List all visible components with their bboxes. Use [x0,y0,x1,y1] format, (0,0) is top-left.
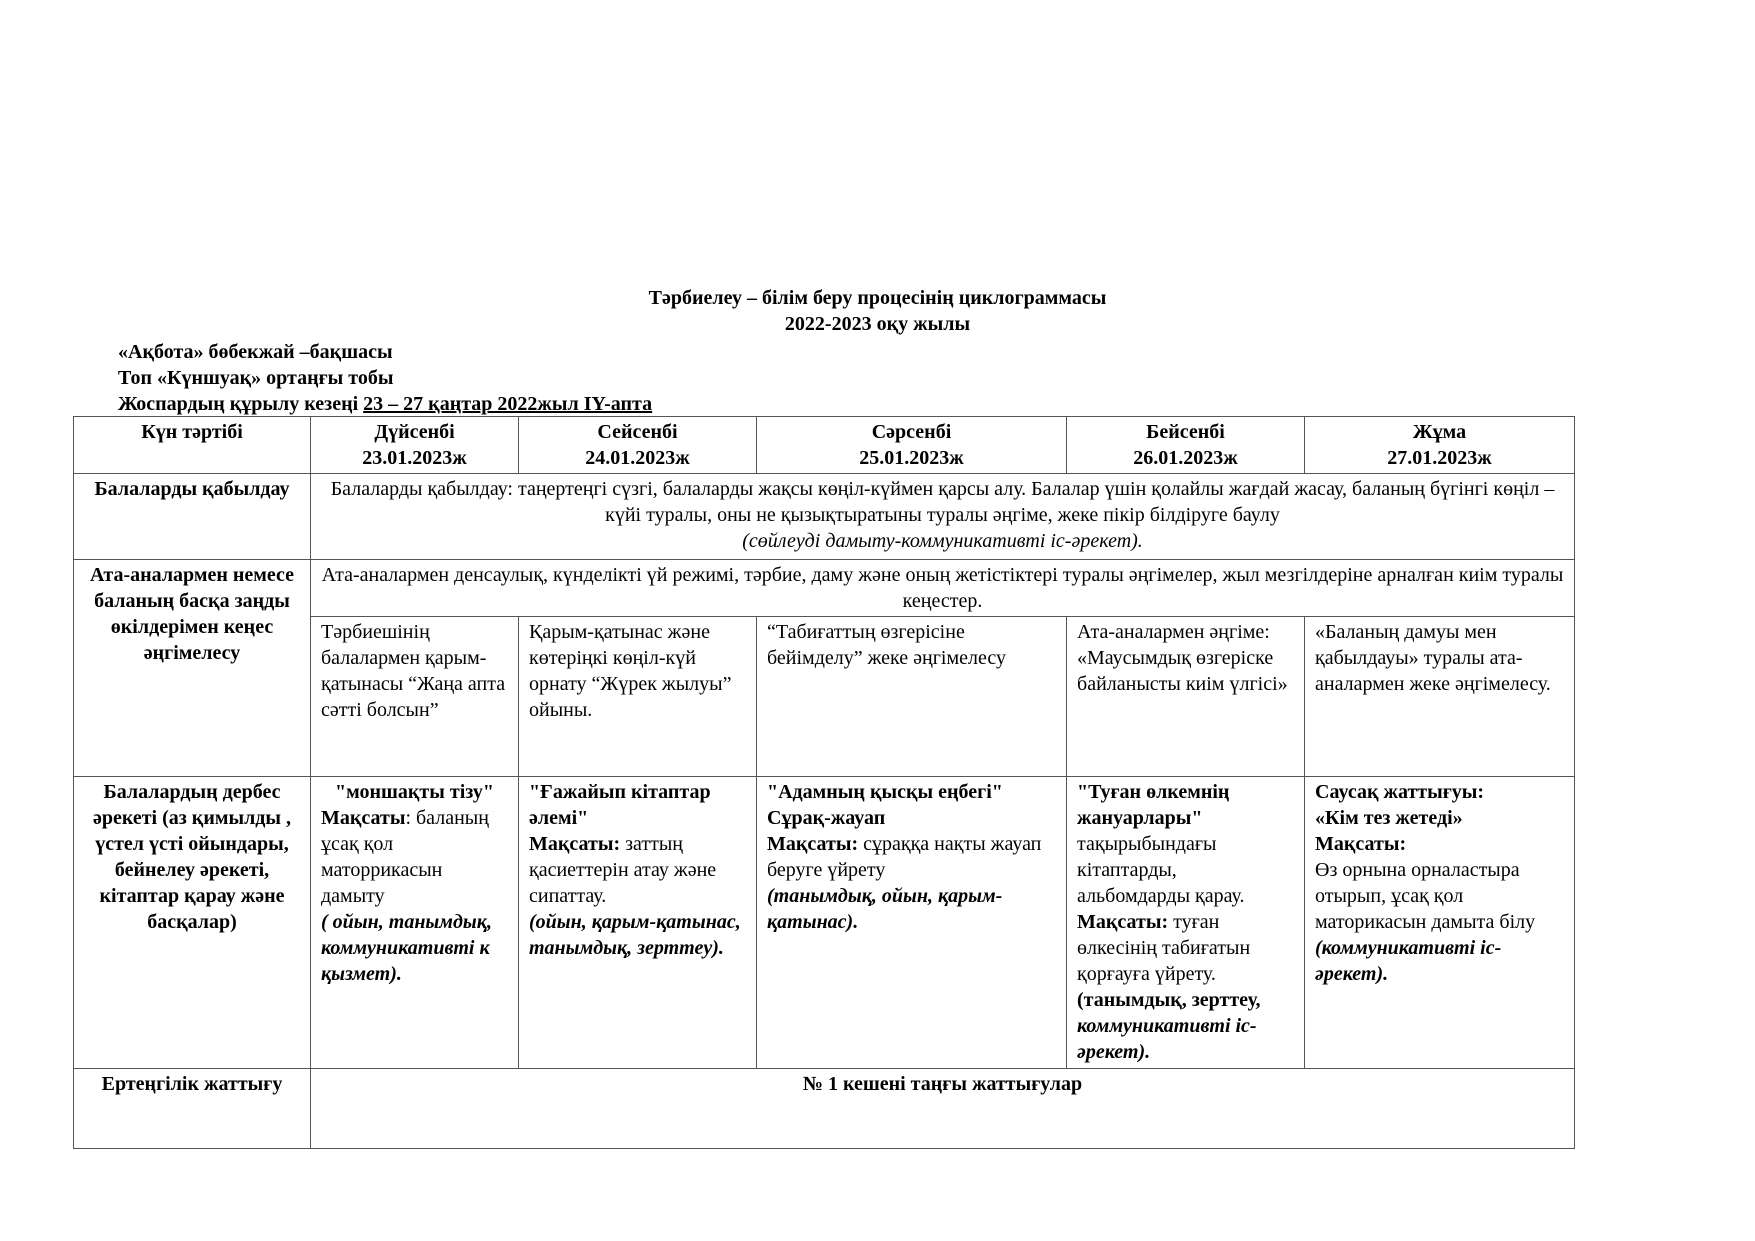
activity-note: (коммуникативті іс-әрекет). [1315,937,1502,985]
parents-tuesday: Қарым-қатынас және көтеріңкі көңіл-күй орнату “Жүрек жылуы” ойыны. [519,617,757,777]
activity-row [74,777,1575,1069]
exercise-text: № 1 кешені таңғы жаттығулар [311,1069,1575,1149]
cyclogram-table [73,416,1575,1149]
activity-monday [311,777,519,1069]
header-day-friday [1305,417,1575,474]
activity-wednesday [757,777,1067,1069]
reception-label: Балаларды қабылдау [74,474,311,560]
goal-text: туған өлкесінің табиғатын қорғауға үйрету. [1077,911,1251,985]
goal-label: Мақсаты: [529,833,621,855]
activity-note-italic: коммуникативті іс-әрекет). [1077,1015,1257,1063]
activity-thursday [1067,777,1305,1069]
day-name: Дүйсенбі [374,421,455,443]
parents-row-common [74,560,1575,617]
day-name: Сәрсенбі [871,421,952,443]
header-day-tuesday [519,417,757,474]
goal-label: Мақсаты [321,807,406,829]
activity-subtitle: Сұрақ-жауап [767,807,886,829]
activity-label: Балалардың дербес әрекеті (аз қимылды , үстел үсті ойындары, бейнелеу әрекеті, кітаптар қарау және басқалар) [74,777,311,1069]
document-title: Тәрбиелеу – білім беру процесінің циклограммасы [648,287,1107,309]
day-date: 24.01.2023ж [585,447,690,469]
activity-title: "Адамның қысқы еңбегі" [767,781,1003,803]
activity-text: тақырыбындағы кітаптарды, альбомдарды қарау. [1077,833,1245,907]
goal-text: Өз орнына орналастыра отырып, ұсақ қол маторикасын дамыта білу [1315,859,1536,933]
exercise-label: Ертеңгілік жаттығу [74,1069,311,1149]
plan-period-label: Жоспардың құрылу кезеңі [118,393,364,415]
header-regime: Күн тәртібі [74,417,311,474]
academic-year: 2022-2023 оқу жылы [784,313,971,335]
day-date: 25.01.2023ж [859,447,964,469]
header-day-thursday [1067,417,1305,474]
group-name: Топ «Күншуақ» ортаңғы тобы [118,367,394,389]
activity-friday [1305,777,1575,1069]
activity-note-bold: (танымдық, зерттеу, [1077,989,1261,1011]
day-date: 23.01.2023ж [362,447,467,469]
goal-label: Мақсаты: [1315,833,1407,855]
day-date: 26.01.2023ж [1133,447,1238,469]
day-date: 27.01.2023ж [1387,447,1492,469]
reception-row [74,474,1575,560]
reception-note: (сөйлеуді дамыту-коммуникативті іс-әрекет). [742,530,1143,552]
activity-note: (ойын, қарым-қатынас, танымдық, зерттеу). [529,911,741,959]
activity-subtitle: «Кім тез жетеді» [1315,807,1463,829]
goal-label: Мақсаты: [1077,911,1169,933]
goal-text: сұраққа нақты жауап беруге үйрету [767,833,1042,881]
parents-friday: «Баланың дамуы мен қабылдауы» туралы ата-аналармен жеке әңгімелесу. [1305,617,1575,777]
exercise-row [74,1069,1575,1149]
parents-wednesday: “Табиғаттың өзгерісіне бейімделу” жеке әңгімелесу [757,617,1067,777]
goal-text: заттың қасиеттерін атау және сипаттау. [529,833,717,907]
parents-thursday: Ата-аналармен әңгіме: «Маусымдық өзгеріске байланысты киім үлгісі» [1067,617,1305,777]
parents-common: Ата-аналармен денсаулық, күнделікті үй режимі, тәрбие, даму және оның жетістіктері туралы әңгімелер, жыл мезгілдеріне арналған киім туралы кеңестер. [311,560,1575,617]
header-row [74,417,1575,474]
day-name: Бейсенбі [1146,421,1225,443]
reception-text: Балаларды қабылдау: таңертеңгі сүзгі, балаларды жақсы көңіл-күймен қарсы алу. Балалар үшін қолайлы жағдай жасау, баланың бүгінгі көңіл – күйі туралы, оны не қызықтыратыны туралы әңгіме, жеке пікір білдіруге баулу [330,478,1555,526]
day-name: Жұма [1412,421,1467,443]
activity-title: Саусақ жаттығуы: [1315,781,1485,803]
activity-note: (танымдық, ойын, қарым-қатынас). [767,885,1003,933]
goal-label: Мақсаты: [767,833,859,855]
parents-label: Ата-аналармен немесе баланың басқа заңды өкілдерімен кеңес әңгімелесу [74,560,311,777]
activity-title: "моншақты тізу" [335,781,494,803]
goal-text: : баланың ұсақ қол маторрикасын дамыту [321,807,489,907]
activity-title: "Ғажайып кітаптар әлемі" [529,781,711,829]
day-name: Сейсенбі [597,421,678,443]
activity-tuesday [519,777,757,1069]
parents-monday: Тәрбиешінің балалармен қарым-қатынасы “Жаңа апта сәтті болсын” [311,617,519,777]
kindergarten-name: «Ақбота» бөбекжай –бақшасы [118,341,393,363]
plan-period [118,391,652,417]
header-day-wednesday [757,417,1067,474]
header-day-monday [311,417,519,474]
activity-title: "Туған өлкемнің жануарлары" [1077,781,1230,829]
plan-period-value: 23 – 27 қаңтар 2022жыл IY-апта [363,393,653,415]
activity-note: ( ойын, танымдық, коммуникативті к қызмет). [321,911,492,985]
reception-cell [311,474,1575,560]
